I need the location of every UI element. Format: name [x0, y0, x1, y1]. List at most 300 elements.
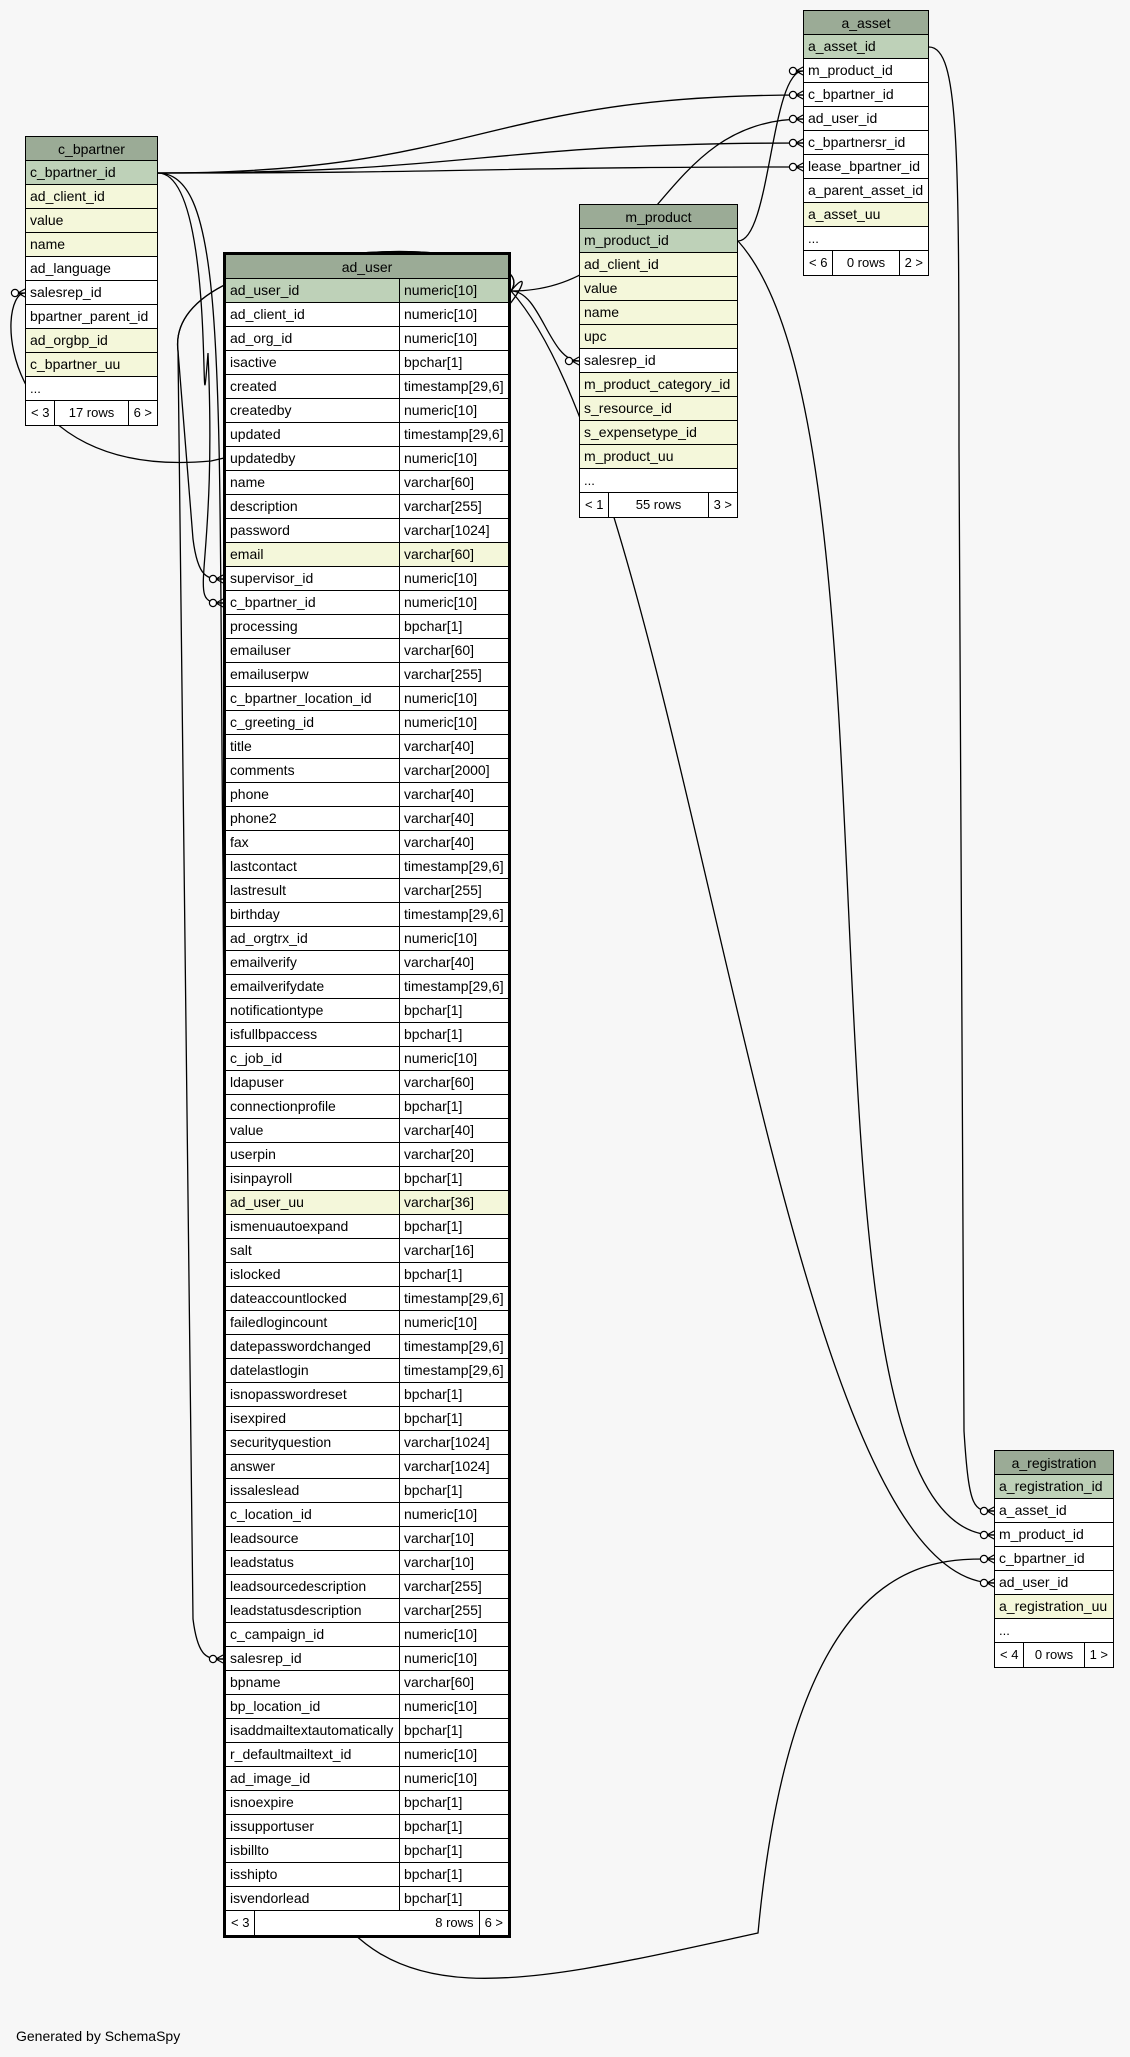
column-row-ad_user[interactable]: [226, 1503, 508, 1527]
column-name: salesrep_id: [584, 352, 656, 368]
column-type: bpchar[1]: [399, 1407, 508, 1430]
column-name: bp_location_id: [230, 1698, 321, 1714]
relation-a_asset-c_bpartnersr_id-to-c_bpartner-c_bpartner_id: [158, 143, 803, 173]
column-row-m_product[interactable]: [580, 373, 737, 397]
column-row-m_product[interactable]: [580, 301, 737, 325]
relation-a_registration-m_product_id-to-m_product-m_product_id-crowfoot: [987, 1531, 994, 1539]
table-footer: [995, 1643, 1113, 1667]
column-type: numeric[10]: [399, 1623, 508, 1646]
column-row-ad_user[interactable]: [226, 1479, 508, 1503]
column-row-ad_user[interactable]: [226, 807, 508, 831]
column-row-a_asset[interactable]: [804, 227, 928, 251]
column-name: c_bpartnersr_id: [808, 134, 906, 150]
generated-by-note: Generated by SchemaSpy: [16, 2028, 181, 2044]
column-name: s_resource_id: [584, 400, 672, 416]
column-row-m_product[interactable]: [580, 229, 737, 253]
column-row-a_asset[interactable]: [804, 35, 928, 59]
column-row-ad_user[interactable]: [226, 1167, 508, 1191]
column-name: c_bpartner_id: [230, 594, 316, 610]
relation-ad_user-salesrep_id-to-ad_user-ad_user_id-optional-marker: [209, 1655, 216, 1662]
column-name: emailverify: [230, 954, 297, 970]
relation-a_asset-lease_bpartner_id-to-c_bpartner-c_bpartner_id-crowfoot: [796, 163, 803, 171]
column-name: lease_bpartner_id: [808, 158, 921, 174]
column-row-ad_user[interactable]: [226, 1671, 508, 1695]
column-name: datelastlogin: [230, 1362, 309, 1378]
table-a_asset[interactable]: [803, 10, 929, 276]
column-name: a_registration_uu: [999, 1598, 1108, 1614]
column-row-a_registration[interactable]: [995, 1499, 1113, 1523]
column-type: numeric[10]: [399, 927, 508, 950]
column-row-c_bpartner[interactable]: [26, 329, 157, 353]
column-name: emailuser: [230, 642, 291, 658]
column-row-ad_user[interactable]: [226, 831, 508, 855]
column-type: varchar[20]: [399, 1143, 508, 1166]
children-count[interactable]: 2 >: [899, 251, 928, 275]
column-row-a_asset[interactable]: [804, 179, 928, 203]
column-name: lastresult: [230, 882, 287, 898]
column-name: ad_user_id: [808, 110, 878, 126]
column-type: bpchar[1]: [399, 1383, 508, 1406]
column-type: numeric[10]: [399, 567, 508, 590]
column-name: c_greeting_id: [230, 714, 315, 730]
column-row-ad_user[interactable]: [226, 1239, 508, 1263]
column-name: answer: [230, 1458, 276, 1474]
column-row-ad_user[interactable]: [226, 975, 508, 999]
parents-count[interactable]: < 4: [1000, 1647, 1019, 1662]
table-ad_user[interactable]: [223, 252, 511, 1938]
column-type: bpchar[1]: [399, 1719, 508, 1742]
column-type: numeric[10]: [399, 1311, 508, 1334]
relation-ad_user-c_bpartner_id-to-c_bpartner-c_bpartner_id: [158, 173, 223, 603]
column-row-ad_user[interactable]: [226, 1407, 508, 1431]
column-row-ad_user[interactable]: [226, 1311, 508, 1335]
column-type: timestamp[29,6]: [399, 855, 508, 878]
column-type: numeric[10]: [399, 327, 508, 350]
relation-a_asset-c_bpartnersr_id-to-c_bpartner-c_bpartner_id-optional-marker: [789, 139, 796, 146]
column-row-ad_user[interactable]: [226, 1431, 508, 1455]
column-name: islocked: [230, 1266, 281, 1282]
column-row-ad_user[interactable]: [226, 1839, 508, 1863]
column-row-ad_user[interactable]: [226, 543, 508, 567]
column-row-m_product[interactable]: [580, 397, 737, 421]
column-row-a_asset[interactable]: [804, 131, 928, 155]
column-name: c_bpartner_id: [808, 86, 894, 102]
children-count[interactable]: 1 >: [1084, 1643, 1113, 1667]
relation-a_registration-m_product_id-to-m_product-m_product_id-optional-marker: [980, 1531, 987, 1538]
column-name: ad_user_id: [230, 282, 300, 298]
column-row-ad_user[interactable]: [226, 1767, 508, 1791]
column-type: varchar[1024]: [399, 519, 508, 542]
column-name: bpartner_parent_id: [30, 308, 149, 324]
column-type: timestamp[29,6]: [399, 903, 508, 926]
column-name: ad_language: [30, 260, 111, 276]
column-name: salesrep_id: [30, 284, 102, 300]
column-row-ad_user[interactable]: [226, 519, 508, 543]
column-name: phone: [230, 786, 269, 802]
column-name: isaddmailtextautomatically: [230, 1722, 394, 1738]
column-row-a_registration[interactable]: [995, 1547, 1113, 1571]
table-title[interactable]: m_product: [580, 205, 737, 229]
table-title[interactable]: a_asset: [804, 11, 928, 35]
column-row-ad_user[interactable]: [226, 759, 508, 783]
column-name: issupportuser: [230, 1818, 315, 1834]
column-row-m_product[interactable]: [580, 469, 737, 493]
table-title[interactable]: a_registration: [995, 1451, 1113, 1475]
column-name: description: [230, 498, 298, 514]
column-type: numeric[10]: [399, 591, 508, 614]
row-count: 0 rows: [1023, 1643, 1083, 1667]
column-row-ad_user[interactable]: [226, 1791, 508, 1815]
column-row-ad_user[interactable]: [226, 615, 508, 639]
column-name: ...: [584, 473, 595, 488]
column-type: numeric[10]: [399, 1647, 508, 1670]
column-name: c_job_id: [230, 1050, 283, 1066]
column-type: varchar[1024]: [399, 1431, 508, 1454]
column-name: emailverifydate: [230, 978, 325, 994]
column-name: a_asset_id: [999, 1502, 1067, 1518]
column-name: leadstatusdescription: [230, 1602, 362, 1618]
column-type: varchar[60]: [399, 471, 508, 494]
parents-count[interactable]: < 3: [31, 405, 50, 420]
column-type: bpchar[1]: [399, 1887, 508, 1910]
column-row-ad_user[interactable]: [226, 639, 508, 663]
table-a_registration[interactable]: [994, 1450, 1114, 1668]
column-name: datepasswordchanged: [230, 1338, 371, 1354]
column-type: bpchar[1]: [399, 1095, 508, 1118]
column-name: ad_client_id: [30, 188, 105, 204]
column-row-ad_user[interactable]: [226, 1863, 508, 1887]
column-name: isshipto: [230, 1866, 278, 1882]
column-name: ...: [30, 381, 41, 396]
column-type: varchar[36]: [399, 1191, 508, 1214]
column-row-ad_user[interactable]: [226, 1743, 508, 1767]
column-row-c_bpartner[interactable]: [26, 161, 157, 185]
column-type: bpchar[1]: [399, 1479, 508, 1502]
children-count[interactable]: 3 >: [708, 493, 737, 517]
row-count: 8 rows: [254, 1911, 478, 1935]
table-title[interactable]: c_bpartner: [26, 137, 157, 161]
column-type: timestamp[29,6]: [399, 1359, 508, 1382]
column-row-ad_user[interactable]: [226, 447, 508, 471]
column-type: varchar[40]: [399, 1119, 508, 1142]
column-name: a_registration_id: [999, 1478, 1103, 1494]
relation-ad_user-salesrep_id-to-ad_user-ad_user_id-crowfoot: [216, 1655, 223, 1663]
column-type: bpchar[1]: [399, 999, 508, 1022]
column-row-ad_user[interactable]: [226, 471, 508, 495]
column-row-ad_user[interactable]: [226, 351, 508, 375]
column-type: varchar[10]: [399, 1551, 508, 1574]
column-name: leadstatus: [230, 1554, 294, 1570]
column-row-ad_user[interactable]: [226, 1719, 508, 1743]
column-type: varchar[10]: [399, 1527, 508, 1550]
column-row-ad_user[interactable]: [226, 1575, 508, 1599]
table-footer: [804, 251, 928, 275]
column-name: salesrep_id: [230, 1650, 302, 1666]
column-name: c_bpartner_id: [999, 1550, 1085, 1566]
column-name: lastcontact: [230, 858, 297, 874]
relation-ad_user-supervisor_id-to-ad_user-ad_user_id-optional-marker: [209, 575, 216, 582]
parents-count[interactable]: < 1: [585, 497, 604, 512]
column-row-c_bpartner[interactable]: [26, 233, 157, 257]
column-row-m_product[interactable]: [580, 325, 737, 349]
column-type: numeric[10]: [399, 1695, 508, 1718]
column-name: fax: [230, 834, 249, 850]
column-name: ad_orgtrx_id: [230, 930, 308, 946]
column-row-c_bpartner[interactable]: [26, 353, 157, 377]
column-row-a_registration[interactable]: [995, 1475, 1113, 1499]
column-name: securityquestion: [230, 1434, 332, 1450]
column-row-ad_user[interactable]: [226, 735, 508, 759]
relation-a_asset-ad_user_id-to-ad_user-ad_user_id-optional-marker: [789, 115, 796, 122]
column-name: ad_user_uu: [230, 1194, 304, 1210]
column-type: bpchar[1]: [399, 351, 508, 374]
column-name: name: [584, 304, 620, 320]
column-type: bpchar[1]: [399, 615, 508, 638]
column-type: varchar[255]: [399, 1599, 508, 1622]
column-row-ad_user[interactable]: [226, 279, 508, 303]
column-row-a_asset[interactable]: [804, 83, 928, 107]
table-footer: [26, 401, 157, 425]
column-type: varchar[40]: [399, 951, 508, 974]
column-name: ad_orgbp_id: [30, 332, 108, 348]
column-row-a_registration[interactable]: [995, 1619, 1113, 1643]
column-name: failedlogincount: [230, 1314, 328, 1330]
relation-m_product-salesrep_id-to-ad_user-ad_user_id-optional-marker: [565, 357, 572, 364]
column-type: numeric[10]: [399, 399, 508, 422]
column-row-ad_user[interactable]: [226, 1527, 508, 1551]
column-type: bpchar[1]: [399, 1167, 508, 1190]
column-row-a_asset[interactable]: [804, 155, 928, 179]
column-row-a_asset[interactable]: [804, 107, 928, 131]
column-row-ad_user[interactable]: [226, 303, 508, 327]
relation-a_asset-c_bpartner_id-to-c_bpartner-c_bpartner_id-crowfoot: [796, 91, 803, 99]
column-row-ad_user[interactable]: [226, 1887, 508, 1911]
column-type: varchar[40]: [399, 783, 508, 806]
column-type: bpchar[1]: [399, 1839, 508, 1862]
column-name: c_bpartner_uu: [30, 356, 121, 372]
column-type: timestamp[29,6]: [399, 975, 508, 998]
column-name: value: [230, 1122, 264, 1138]
table-footer: [226, 1911, 508, 1935]
column-name: isnoexpire: [230, 1794, 294, 1810]
column-name: m_product_id: [808, 62, 893, 78]
column-row-ad_user[interactable]: [226, 999, 508, 1023]
column-row-c_bpartner[interactable]: [26, 377, 157, 401]
column-row-ad_user[interactable]: [226, 1287, 508, 1311]
column-name: ...: [808, 231, 819, 246]
column-row-m_product[interactable]: [580, 349, 737, 373]
table-c_bpartner[interactable]: [25, 136, 158, 426]
row-count: 55 rows: [608, 493, 707, 517]
column-type: varchar[255]: [399, 1575, 508, 1598]
column-type: timestamp[29,6]: [399, 423, 508, 446]
relation-a_registration-a_asset_id-to-a_asset-a_asset_id-crowfoot: [987, 1507, 994, 1515]
column-type: numeric[10]: [399, 687, 508, 710]
column-name: emailuserpw: [230, 666, 309, 682]
column-row-ad_user[interactable]: [226, 1263, 508, 1287]
column-row-ad_user[interactable]: [226, 1647, 508, 1671]
column-row-a_registration[interactable]: [995, 1571, 1113, 1595]
column-name: phone2: [230, 810, 277, 826]
column-row-ad_user[interactable]: [226, 1071, 508, 1095]
column-type: varchar[255]: [399, 663, 508, 686]
column-type: bpchar[1]: [399, 1863, 508, 1886]
column-name: r_defaultmailtext_id: [230, 1746, 352, 1762]
relation-a_asset-c_bpartnersr_id-to-c_bpartner-c_bpartner_id-crowfoot: [796, 139, 803, 147]
column-row-ad_user[interactable]: [226, 663, 508, 687]
relation-a_registration-m_product_id-to-m_product-m_product_id: [738, 241, 994, 1535]
relation-a_asset-lease_bpartner_id-to-c_bpartner-c_bpartner_id-optional-marker: [789, 163, 796, 170]
column-row-m_product[interactable]: [580, 445, 737, 469]
column-row-a_registration[interactable]: [995, 1523, 1113, 1547]
column-name: a_asset_id: [808, 38, 876, 54]
column-row-ad_user[interactable]: [226, 423, 508, 447]
column-name: c_campaign_id: [230, 1626, 325, 1642]
column-row-ad_user[interactable]: [226, 1119, 508, 1143]
column-name: c_bpartner_id: [30, 164, 116, 180]
column-name: m_product_category_id: [584, 376, 731, 392]
column-name: m_product_id: [584, 232, 669, 248]
column-name: password: [230, 522, 290, 538]
table-footer: [580, 493, 737, 517]
column-name: ismenuautoexpand: [230, 1218, 349, 1234]
column-name: upc: [584, 328, 607, 344]
relation-a_asset-ad_user_id-to-ad_user-ad_user_id-crowfoot: [796, 115, 803, 123]
column-row-ad_user[interactable]: [226, 1215, 508, 1239]
column-name: issaleslead: [230, 1482, 300, 1498]
relation-ad_user-supervisor_id-to-ad_user-ad_user_id-crowfoot: [216, 575, 223, 583]
column-row-ad_user[interactable]: [226, 687, 508, 711]
column-type: numeric[10]: [399, 1767, 508, 1790]
column-name: m_product_uu: [584, 448, 674, 464]
column-name: ad_client_id: [230, 306, 305, 322]
column-name: isinpayroll: [230, 1170, 293, 1186]
column-row-m_product[interactable]: [580, 277, 737, 301]
column-type: varchar[1024]: [399, 1455, 508, 1478]
column-type: bpchar[1]: [399, 1815, 508, 1838]
column-row-m_product[interactable]: [580, 253, 737, 277]
children-count[interactable]: 6 >: [128, 401, 157, 425]
column-name: isbillto: [230, 1842, 269, 1858]
column-row-c_bpartner[interactable]: [26, 281, 157, 305]
column-row-a_asset[interactable]: [804, 59, 928, 83]
column-row-ad_user[interactable]: [226, 855, 508, 879]
column-name: isexpired: [230, 1410, 287, 1426]
column-name: updated: [230, 426, 281, 442]
column-name: comments: [230, 762, 295, 778]
column-name: c_location_id: [230, 1506, 312, 1522]
column-row-ad_user[interactable]: [226, 1599, 508, 1623]
column-row-ad_user[interactable]: [226, 1359, 508, 1383]
relation-a_registration-ad_user_id-to-ad_user-ad_user_id-optional-marker: [980, 1579, 987, 1586]
column-row-ad_user[interactable]: [226, 903, 508, 927]
column-row-ad_user[interactable]: [226, 879, 508, 903]
column-row-ad_user[interactable]: [226, 711, 508, 735]
column-name: connectionprofile: [230, 1098, 336, 1114]
relation-c_bpartner-salesrep_id-to-ad_user-ad_user_id-optional-marker: [11, 289, 18, 296]
column-row-ad_user[interactable]: [226, 1695, 508, 1719]
column-name: processing: [230, 618, 298, 634]
column-row-c_bpartner[interactable]: [26, 257, 157, 281]
column-row-a_registration[interactable]: [995, 1595, 1113, 1619]
column-name: ad_user_id: [999, 1574, 1069, 1590]
table-m_product[interactable]: [579, 204, 738, 518]
table-title[interactable]: ad_user: [226, 255, 508, 279]
column-name: isvendorlead: [230, 1890, 310, 1906]
column-row-ad_user[interactable]: [226, 1047, 508, 1071]
column-row-ad_user[interactable]: [226, 1815, 508, 1839]
column-name: bpname: [230, 1674, 281, 1690]
column-row-a_asset[interactable]: [804, 203, 928, 227]
column-name: name: [30, 236, 66, 252]
relation-a_registration-c_bpartner_id-to-c_bpartner-c_bpartner_id-optional-marker: [980, 1555, 987, 1562]
column-name: c_bpartner_location_id: [230, 690, 372, 706]
column-row-c_bpartner[interactable]: [26, 185, 157, 209]
column-type: bpchar[1]: [399, 1263, 508, 1286]
column-row-ad_user[interactable]: [226, 1335, 508, 1359]
column-name: dateaccountlocked: [230, 1290, 347, 1306]
column-type: numeric[10]: [399, 1743, 508, 1766]
column-type: varchar[60]: [399, 1071, 508, 1094]
column-row-ad_user[interactable]: [226, 783, 508, 807]
column-type: varchar[40]: [399, 735, 508, 758]
column-name: birthday: [230, 906, 280, 922]
column-row-ad_user[interactable]: [226, 1623, 508, 1647]
column-name: ad_client_id: [584, 256, 659, 272]
column-row-ad_user[interactable]: [226, 591, 508, 615]
column-type: varchar[2000]: [399, 759, 508, 782]
column-name: updatedby: [230, 450, 296, 466]
column-name: ldapuser: [230, 1074, 284, 1090]
column-row-ad_user[interactable]: [226, 1095, 508, 1119]
column-row-ad_user[interactable]: [226, 495, 508, 519]
column-row-ad_user[interactable]: [226, 375, 508, 399]
column-row-ad_user[interactable]: [226, 567, 508, 591]
column-name: salt: [230, 1242, 252, 1258]
column-row-m_product[interactable]: [580, 421, 737, 445]
column-type: numeric[10]: [399, 1047, 508, 1070]
column-row-ad_user[interactable]: [226, 1455, 508, 1479]
column-row-ad_user[interactable]: [226, 951, 508, 975]
column-row-c_bpartner[interactable]: [26, 209, 157, 233]
column-name: ad_image_id: [230, 1770, 311, 1786]
column-name: isfullbpaccess: [230, 1026, 318, 1042]
parents-count[interactable]: < 6: [809, 255, 828, 270]
children-count[interactable]: 6 >: [479, 1911, 508, 1935]
column-row-ad_user[interactable]: [226, 1551, 508, 1575]
column-name: supervisor_id: [230, 570, 314, 586]
column-name: s_expensetype_id: [584, 424, 697, 440]
column-row-ad_user[interactable]: [226, 927, 508, 951]
relation-a_registration-a_asset_id-to-a_asset-a_asset_id-optional-marker: [980, 1507, 987, 1514]
column-type: varchar[16]: [399, 1239, 508, 1262]
column-row-ad_user[interactable]: [226, 399, 508, 423]
relation-m_product-salesrep_id-to-ad_user-ad_user_id: [511, 291, 579, 361]
column-name: ad_org_id: [230, 330, 293, 346]
column-name: title: [230, 738, 252, 754]
column-name: userpin: [230, 1146, 276, 1162]
column-row-ad_user[interactable]: [226, 1023, 508, 1047]
column-row-ad_user[interactable]: [226, 1191, 508, 1215]
parents-count[interactable]: < 3: [231, 1915, 250, 1930]
column-type: numeric[10]: [399, 279, 508, 302]
column-row-ad_user[interactable]: [226, 1383, 508, 1407]
column-row-ad_user[interactable]: [226, 1143, 508, 1167]
column-row-c_bpartner[interactable]: [26, 305, 157, 329]
column-name: name: [230, 474, 266, 490]
column-row-ad_user[interactable]: [226, 327, 508, 351]
column-name: leadsourcedescription: [230, 1578, 367, 1594]
